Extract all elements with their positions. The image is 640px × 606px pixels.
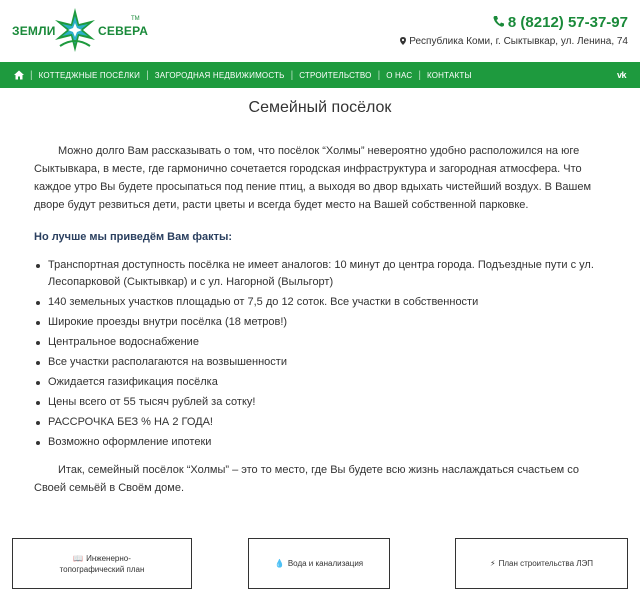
- phone-number[interactable]: [400, 14, 628, 32]
- book-icon: 📖: [73, 553, 84, 563]
- list-item: Ожидается газификация посёлка: [34, 374, 606, 391]
- list-item: 140 земельных участков площадью от 7,5 до 12 соток. Все участки в собственности: [34, 294, 606, 311]
- site-header: [0, 0, 640, 62]
- power-line-plan-button[interactable]: [455, 538, 628, 589]
- list-item: Широкие проезды внутри посёлка (18 метров!): [34, 314, 606, 331]
- map-pin-icon: [400, 37, 406, 45]
- facts-list: [34, 257, 606, 451]
- logo-snowflake-icon: [52, 6, 98, 54]
- address-text: Республика Коми, г. Сыктывкар, ул. Ленина, 74: [409, 36, 628, 47]
- list-item: Все участки располагаются на возвышенности: [34, 354, 606, 371]
- water-sewage-label: Вода и канализация: [287, 559, 364, 568]
- document-buttons: [0, 538, 640, 590]
- list-item: Возможно оформление ипотеки: [34, 434, 606, 451]
- main-content: [34, 98, 606, 497]
- list-item: Центральное водоснабжение: [34, 334, 606, 351]
- phone-icon: [493, 15, 504, 27]
- topographic-plan-button[interactable]: [12, 538, 192, 589]
- nav-separator: |: [290, 69, 294, 81]
- water-drop-icon: 💧: [274, 559, 285, 568]
- list-item: Транспортная доступность посёлка не имеет аналогов: 10 минут до центра города. Подъездные пути с ул. Лесопарковой (Сыктывкар) и с ул. Нагорной (Выльгорт): [34, 257, 606, 291]
- lightning-icon: ⚡: [489, 559, 496, 568]
- power-line-plan-label: План строительства ЛЭП: [498, 559, 593, 568]
- home-icon[interactable]: [14, 70, 24, 80]
- list-item: РАССРОЧКА БЕЗ % НА 2 ГОДА!: [34, 414, 606, 431]
- nav-separator: |: [418, 69, 421, 81]
- logo-trademark: TM: [131, 16, 140, 22]
- page-title: Семейный посёлок: [248, 99, 392, 116]
- logo-text-right: СЕВЕРА: [98, 24, 149, 38]
- vk-icon[interactable]: vk: [616, 70, 626, 80]
- address: [400, 35, 628, 49]
- logo[interactable]: [12, 6, 149, 56]
- list-item: Цены всего от 55 тысяч рублей за сотку!: [34, 394, 606, 411]
- nav-separator: |: [146, 69, 149, 81]
- intro-paragraph: Можно долго Вам рассказывать о том, что посёлок “Холмы” невероятно удобно расположился на юге Сыктывкара, в месте, где гармонично сочетается городская инфраструктура и загородная атмосфера. Что каждое утро Вы будете просыпаться под пение птиц, а выходя во двор вдыхать чистейший воздух. В Вашем дворе будут резвиться дети, расти цветы и всегда будет место на Вашей собственной парковке.: [34, 145, 592, 211]
- logo-text-left: ЗЕМЛИ: [12, 24, 56, 38]
- water-sewage-button[interactable]: [248, 538, 390, 589]
- closing-paragraph: Итак, семейный посёлок “Холмы” – это то место, где Вы будете всю жизнь наслаждаться счастьем со Своей семьёй в Своём доме.: [34, 464, 580, 494]
- topographic-plan-label-line2: топографический план: [59, 564, 145, 574]
- nav-item-cottage-settlements[interactable]: КОТТЕДЖНЫЕ ПОСЁЛКИ: [38, 70, 141, 80]
- nav-item-construction[interactable]: СТРОИТЕЛЬСТВО: [299, 70, 372, 80]
- nav-separator: |: [377, 69, 381, 81]
- nav-item-about[interactable]: О НАС: [386, 70, 413, 80]
- nav-separator: |: [30, 69, 33, 81]
- nav-item-contacts[interactable]: КОНТАКТЫ: [426, 70, 472, 80]
- facts-heading: Но лучше мы приведём Вам факты:: [34, 231, 233, 243]
- contact-block: [400, 14, 628, 49]
- phone-text: 8 (8212) 57-37-97: [507, 14, 628, 31]
- nav-item-country-real-estate[interactable]: ЗАГОРОДНАЯ НЕДВИЖИМОСТЬ: [154, 70, 285, 80]
- main-navigation: [0, 62, 640, 88]
- topographic-plan-label-line1: Инженерно-: [86, 553, 131, 563]
